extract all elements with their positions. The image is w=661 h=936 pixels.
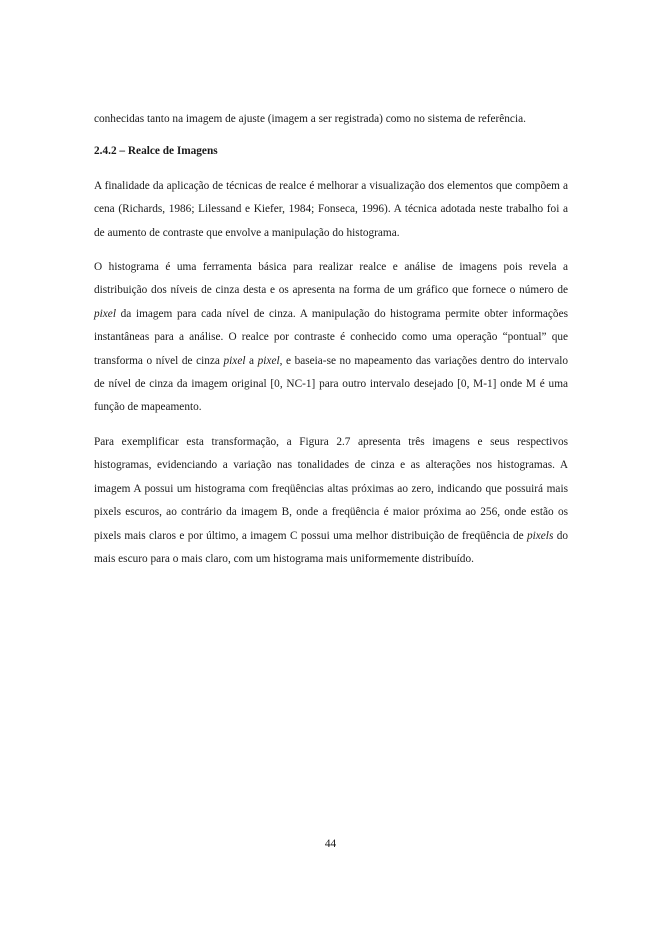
italic-term: pixel	[257, 354, 280, 367]
text-span: O histograma é uma ferramenta básica para realizar realce e análise de imagens pois revela a distribuição dos níveis de cinza desta e os apresenta na forma de um gráfico que fornece o número de	[94, 261, 568, 297]
text-span: do mais escuro para o mais claro, com um histograma mais uniformemente distribuído.	[94, 529, 568, 565]
paragraph-histogram	[94, 256, 568, 420]
intro-paragraph: conhecidas tanto na imagem de ajuste (imagem a ser registrada) como no sistema de referência.	[94, 113, 526, 125]
page-number: 44	[324, 838, 337, 850]
page-body	[94, 108, 568, 582]
section-heading: 2.4.2 – Realce de Imagens	[94, 145, 218, 158]
paragraph-realce-purpose: A finalidade da aplicação de técnicas de realce é melhorar a visualização dos elementos que compõem a cena (Richards, 1986; Lilessand e Kiefer, 1984; Fonseca, 1996). A técnica adotada neste trabalho foi a de aumento de contraste que envolve a manipulação do histograma.	[94, 179, 568, 239]
italic-term: pixels	[526, 529, 554, 542]
text-span: da imagem para cada nível de cinza. A manipulação do histograma permite obter informações instantâneas para a análise. O realce por contraste é conhecido como uma operação “pontual” que transforma o nível de cinza	[94, 307, 568, 367]
text-span: , e baseia-se no mapeamento das variações dentro do intervalo de nível de cinza da imagem original [0, NC-1] para outro intervalo desejado [0, M-1] onde M é uma função de mapeamento.	[94, 354, 568, 414]
italic-term: pixel	[223, 354, 246, 367]
text-span: Para exemplificar esta transformação, a Figura 2.7 apresenta três imagens e seus respectivos histogramas, evidenciando a variação nas tonalidades de cinza e as alterações nos histogramas. A imagem A possui um histograma com freqüências altas próximas ao zero, indicando que possuirá mais pixels escuros, ao contrário da imagem B, onde a freqüência é maior próxima ao 256, onde estão os pixels mais claros e por último, a imagem C possui uma melhor distribuição de freqüência de	[94, 435, 568, 542]
italic-term: pixel	[94, 307, 116, 320]
paragraph-figure-example	[94, 431, 568, 571]
text-span: a	[245, 354, 258, 367]
